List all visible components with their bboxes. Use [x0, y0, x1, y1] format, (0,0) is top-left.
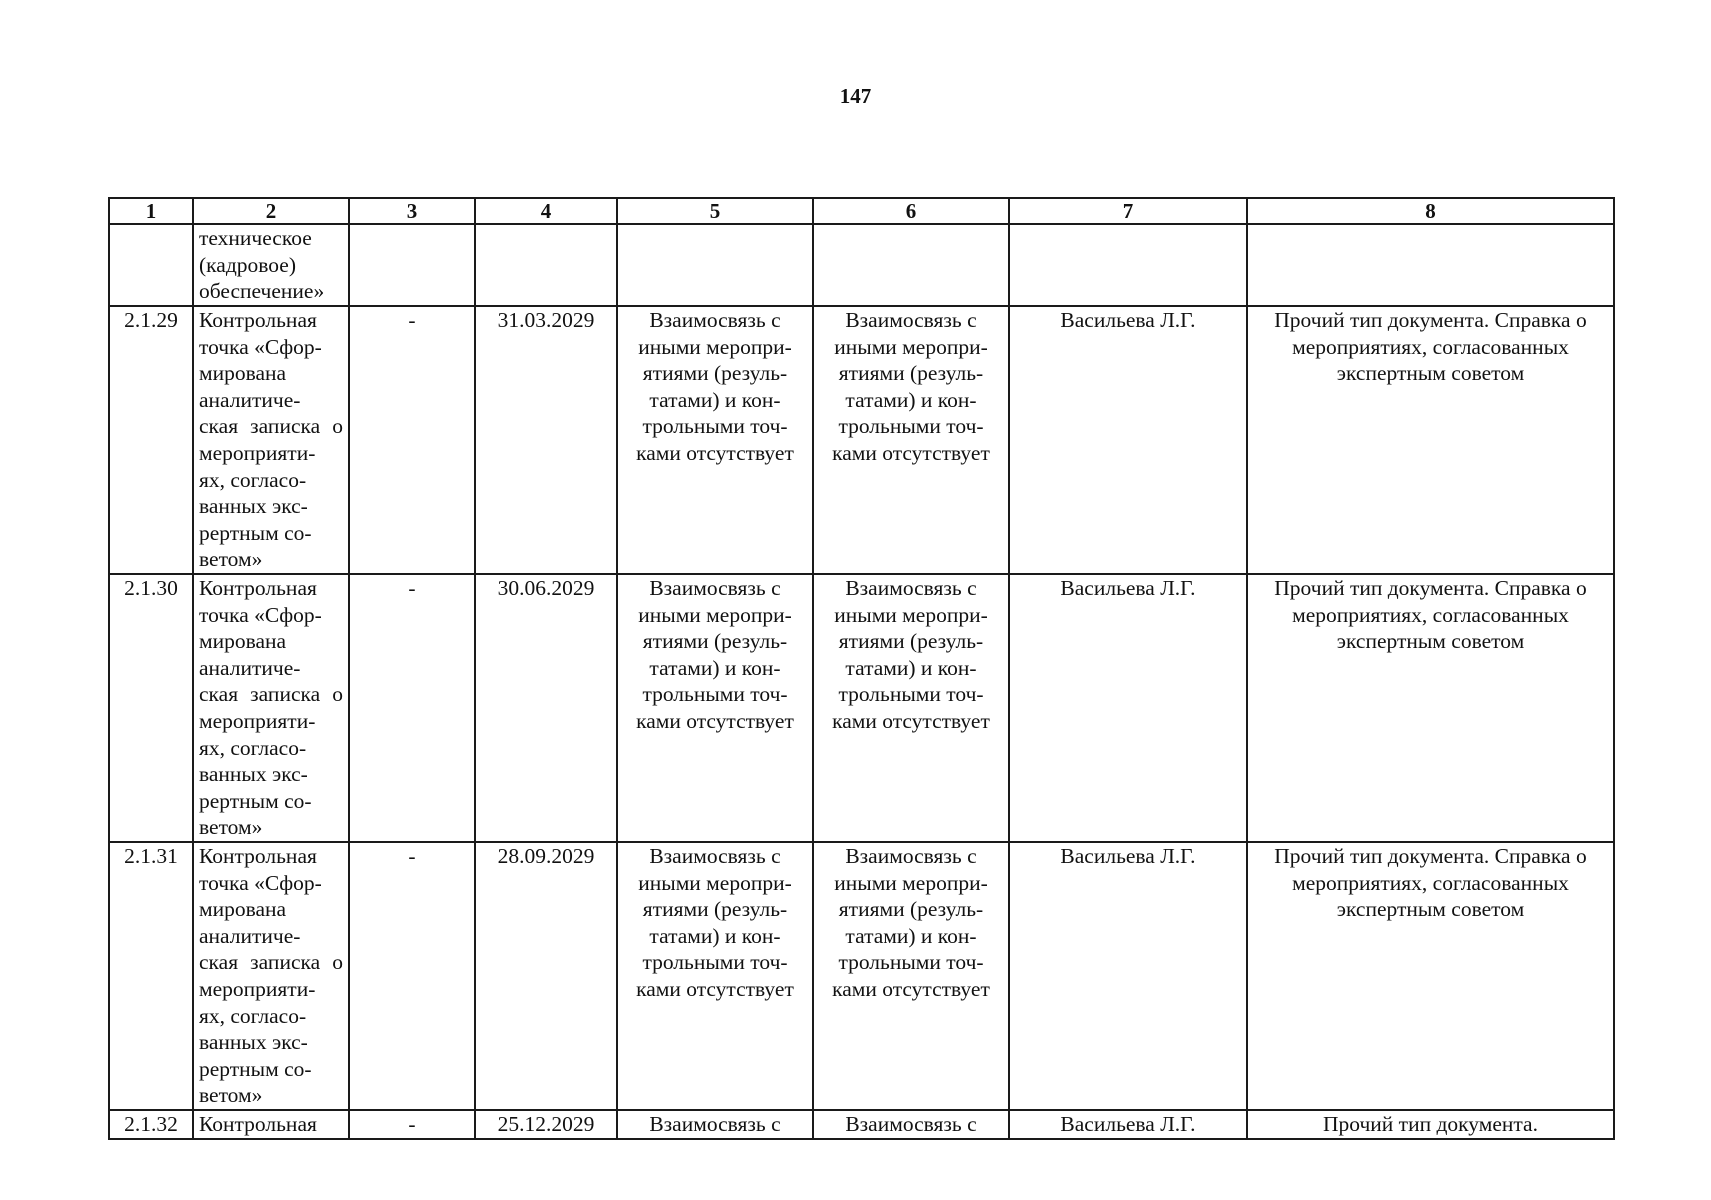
table-row — [109, 574, 1614, 842]
row-col6-cell: Взаимосвязь с — [813, 1110, 1009, 1139]
row-col5-cell: Взаимосвязь с иными меропри- ятиями (резуль- татами) и кон- трольными точ- ками отсутствует — [617, 842, 813, 1110]
header-cell: 5 — [617, 198, 813, 224]
header-cell: 8 — [1247, 198, 1614, 224]
row-name-cell: техническое (кадровое) обеспечение» — [193, 224, 349, 306]
row-col3-cell: - — [349, 842, 475, 1110]
row-number-cell: 2.1.30 — [109, 574, 193, 842]
row-name-cell: Контрольная точка «Сфор- мирована аналитиче- ская записка о мероприяти- ях, согласо- ванных экс- pертным со- ветом» — [193, 842, 349, 1110]
row-document-cell: Прочий тип документа. Справка о мероприятиях, согласованных экспертным советом — [1247, 306, 1614, 574]
row-col3-cell — [349, 224, 475, 306]
row-col5-cell: Взаимосвязь с иными меропри- ятиями (резуль- татами) и кон- трольными точ- ками отсутствует — [617, 574, 813, 842]
plan-table — [108, 197, 1615, 1140]
header-cell: 2 — [193, 198, 349, 224]
table-row — [109, 1110, 1614, 1139]
row-document-cell: Прочий тип документа. — [1247, 1110, 1614, 1139]
row-col6-cell: Взаимосвязь с иными меропри- ятиями (резуль- татами) и кон- трольными точ- ками отсутствует — [813, 306, 1009, 574]
row-date-cell: 31.03.2029 — [475, 306, 617, 574]
row-responsible-cell: Васильева Л.Г. — [1009, 1110, 1247, 1139]
row-responsible-cell: Васильева Л.Г. — [1009, 574, 1247, 842]
row-name-cell: Контрольная точка «Сфор- мирована аналитиче- ская записка о мероприяти- ях, согласо- ванных экс- pертным со- ветом» — [193, 574, 349, 842]
row-date-cell: 28.09.2029 — [475, 842, 617, 1110]
table-header-row — [109, 198, 1614, 224]
row-number-cell: 2.1.31 — [109, 842, 193, 1110]
table-row — [109, 306, 1614, 574]
row-date-cell: 30.06.2029 — [475, 574, 617, 842]
row-number-cell — [109, 224, 193, 306]
row-col5-cell — [617, 224, 813, 306]
row-col5-cell: Взаимосвязь с иными меропри- ятиями (резуль- татами) и кон- трольными точ- ками отсутствует — [617, 306, 813, 574]
header-cell: 3 — [349, 198, 475, 224]
row-responsible-cell: Васильева Л.Г. — [1009, 306, 1247, 574]
row-document-cell: Прочий тип документа. Справка о мероприятиях, согласованных экспертным советом — [1247, 574, 1614, 842]
row-number-cell: 2.1.32 — [109, 1110, 193, 1139]
row-document-cell: Прочий тип документа. Справка о мероприятиях, согласованных экспертным советом — [1247, 842, 1614, 1110]
row-col6-cell: Взаимосвязь с иными меропри- ятиями (резуль- татами) и кон- трольными точ- ками отсутствует — [813, 574, 1009, 842]
row-name-cell: Контрольная — [193, 1110, 349, 1139]
header-cell: 6 — [813, 198, 1009, 224]
header-cell: 7 — [1009, 198, 1247, 224]
table-row — [109, 842, 1614, 1110]
row-col6-cell: Взаимосвязь с иными меропри- ятиями (резуль- татами) и кон- трольными точ- ками отсутствует — [813, 842, 1009, 1110]
header-cell: 1 — [109, 198, 193, 224]
row-date-cell: 25.12.2029 — [475, 1110, 617, 1139]
row-date-cell — [475, 224, 617, 306]
row-col6-cell — [813, 224, 1009, 306]
header-cell: 4 — [475, 198, 617, 224]
row-col3-cell: - — [349, 1110, 475, 1139]
row-col3-cell: - — [349, 574, 475, 842]
row-responsible-cell — [1009, 224, 1247, 306]
row-responsible-cell: Васильева Л.Г. — [1009, 842, 1247, 1110]
page-number: 147 — [839, 84, 872, 108]
row-col5-cell: Взаимосвязь с — [617, 1110, 813, 1139]
table-row-continuation — [109, 224, 1614, 306]
row-document-cell — [1247, 224, 1614, 306]
row-name-cell: Контрольная точка «Сфор- мирована аналитиче- ская записка о мероприяти- ях, согласо- ванных экс- pертным со- ветом» — [193, 306, 349, 574]
row-number-cell: 2.1.29 — [109, 306, 193, 574]
row-col3-cell: - — [349, 306, 475, 574]
